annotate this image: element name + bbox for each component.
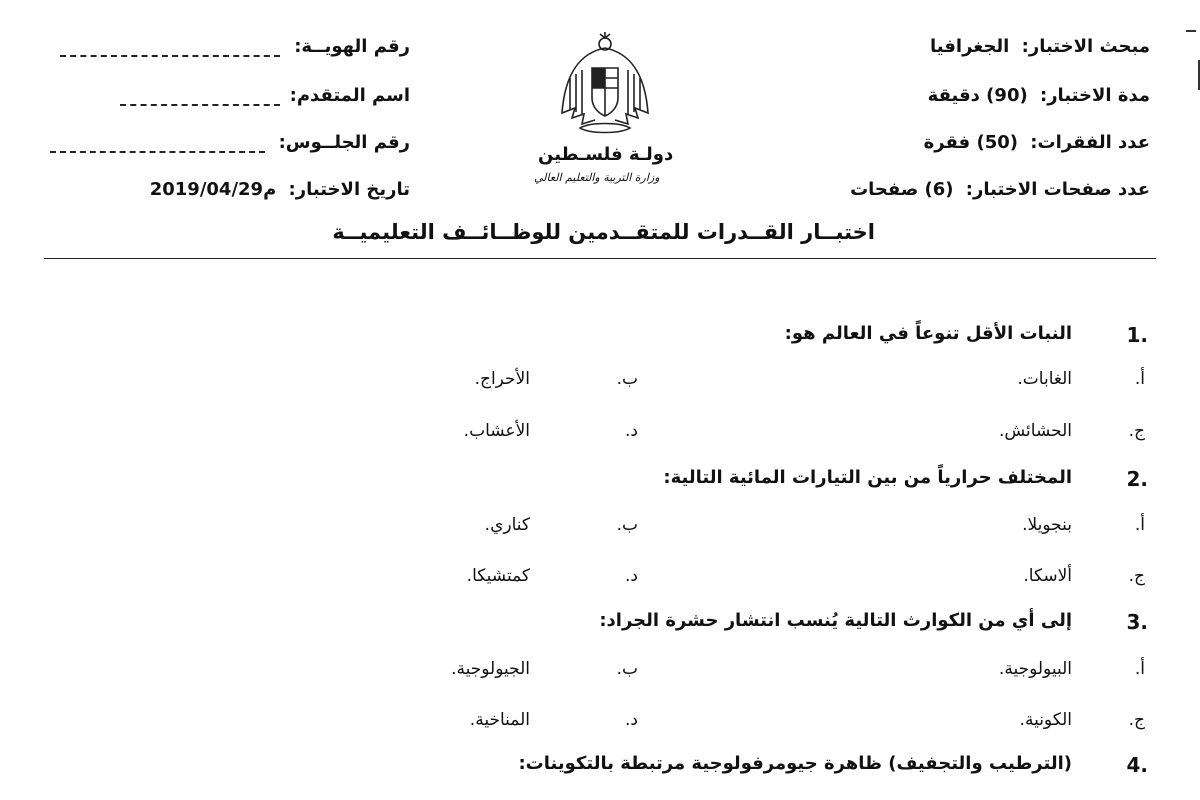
duration-row [928, 85, 1150, 106]
duration-label: مدة الاختبار: [1040, 85, 1150, 106]
q3-option-d-letter: د. [625, 710, 638, 730]
subject-value: الجغرافيا [930, 36, 1010, 57]
q2-option-b-text[interactable]: كناري. [484, 515, 530, 535]
date-label: تاريخ الاختبار: [288, 179, 410, 200]
q2-option-b-letter: ب. [616, 515, 638, 535]
name-label: اسم المتقدم: [289, 85, 410, 106]
pages-row [850, 179, 1150, 200]
name-blank[interactable] [120, 104, 280, 106]
ministry-name: وزارة التربية والتعليم العالي [534, 171, 660, 184]
items-row [924, 132, 1150, 153]
header-divider [44, 258, 1156, 259]
date-value: 2019/04/29م [149, 179, 277, 200]
q2-option-a-text[interactable]: بنجويلا. [1022, 515, 1072, 535]
id-blank[interactable] [60, 55, 280, 57]
q3-option-a-letter: أ. [1134, 659, 1145, 679]
question-4-text: (الترطيب والتجفيف) ظاهرة جيومرفولوجية مرتبطة بالتكوينات: [518, 753, 1072, 774]
scan-edge-mark [1186, 30, 1196, 32]
q3-option-c-letter: ج. [1128, 710, 1145, 730]
q3-option-b-text[interactable]: الجيولوجية. [451, 659, 530, 679]
state-name: دولـة فلسـطين [538, 144, 674, 165]
emblem [520, 28, 690, 198]
exam-title: اختبــار القــدرات للمتقــدمين للوظــائــف التعليميــة [332, 220, 875, 244]
items-value: (50) فقرة [923, 132, 1019, 153]
date-row [150, 179, 410, 200]
q2-option-c-letter: ج. [1128, 566, 1145, 586]
q1-option-b-letter: ب. [616, 369, 638, 389]
question-2-text: المختلف حرارياً من بين التيارات المائية التالية: [663, 467, 1072, 488]
question-1-number: 1. [1126, 323, 1148, 347]
subject-row [930, 36, 1150, 57]
pages-label: عدد صفحات الاختبار: [965, 179, 1150, 200]
q3-option-a-text[interactable]: البيولوجية. [998, 659, 1072, 679]
question-3-number: 3. [1126, 610, 1148, 634]
q1-option-c-letter: ج. [1128, 421, 1145, 441]
q1-option-d-letter: د. [625, 421, 638, 441]
q2-option-c-text[interactable]: ألاسكا. [1023, 566, 1072, 586]
question-3-text: إلى أي من الكوارث التالية يُنسب انتشار حشرة الجراد: [599, 610, 1072, 631]
palestine-eagle-emblem-icon [520, 28, 690, 148]
question-2-number: 2. [1126, 467, 1148, 491]
question-1-text: النبات الأقل تنوعاً في العالم هو: [784, 323, 1072, 344]
q3-option-d-text[interactable]: المناخية. [469, 710, 530, 730]
items-label: عدد الفقرات: [1030, 132, 1150, 153]
q1-option-c-text[interactable]: الحشائش. [998, 421, 1072, 441]
q1-option-b-text[interactable]: الأحراج. [474, 369, 530, 389]
q3-option-c-text[interactable]: الكونية. [1019, 710, 1072, 730]
question-4-number: 4. [1126, 753, 1148, 777]
q2-option-a-letter: أ. [1134, 515, 1145, 535]
id-label: رقم الهويــة: [294, 36, 410, 57]
q1-option-a-letter: أ. [1134, 369, 1145, 389]
q2-option-d-text[interactable]: كمتشيكا. [466, 566, 530, 586]
duration-value: (90) دقيقة [927, 85, 1028, 106]
q2-option-d-letter: د. [625, 566, 638, 586]
seat-label: رقم الجلــوس: [278, 132, 410, 153]
pages-value: (6) صفحات [850, 179, 954, 200]
seat-blank[interactable] [50, 151, 265, 153]
subject-label: مبحث الاختبار: [1021, 36, 1150, 57]
q3-option-b-letter: ب. [616, 659, 638, 679]
q1-option-d-text[interactable]: الأعشاب. [463, 421, 530, 441]
q1-option-a-text[interactable]: الغابات. [1017, 369, 1072, 389]
